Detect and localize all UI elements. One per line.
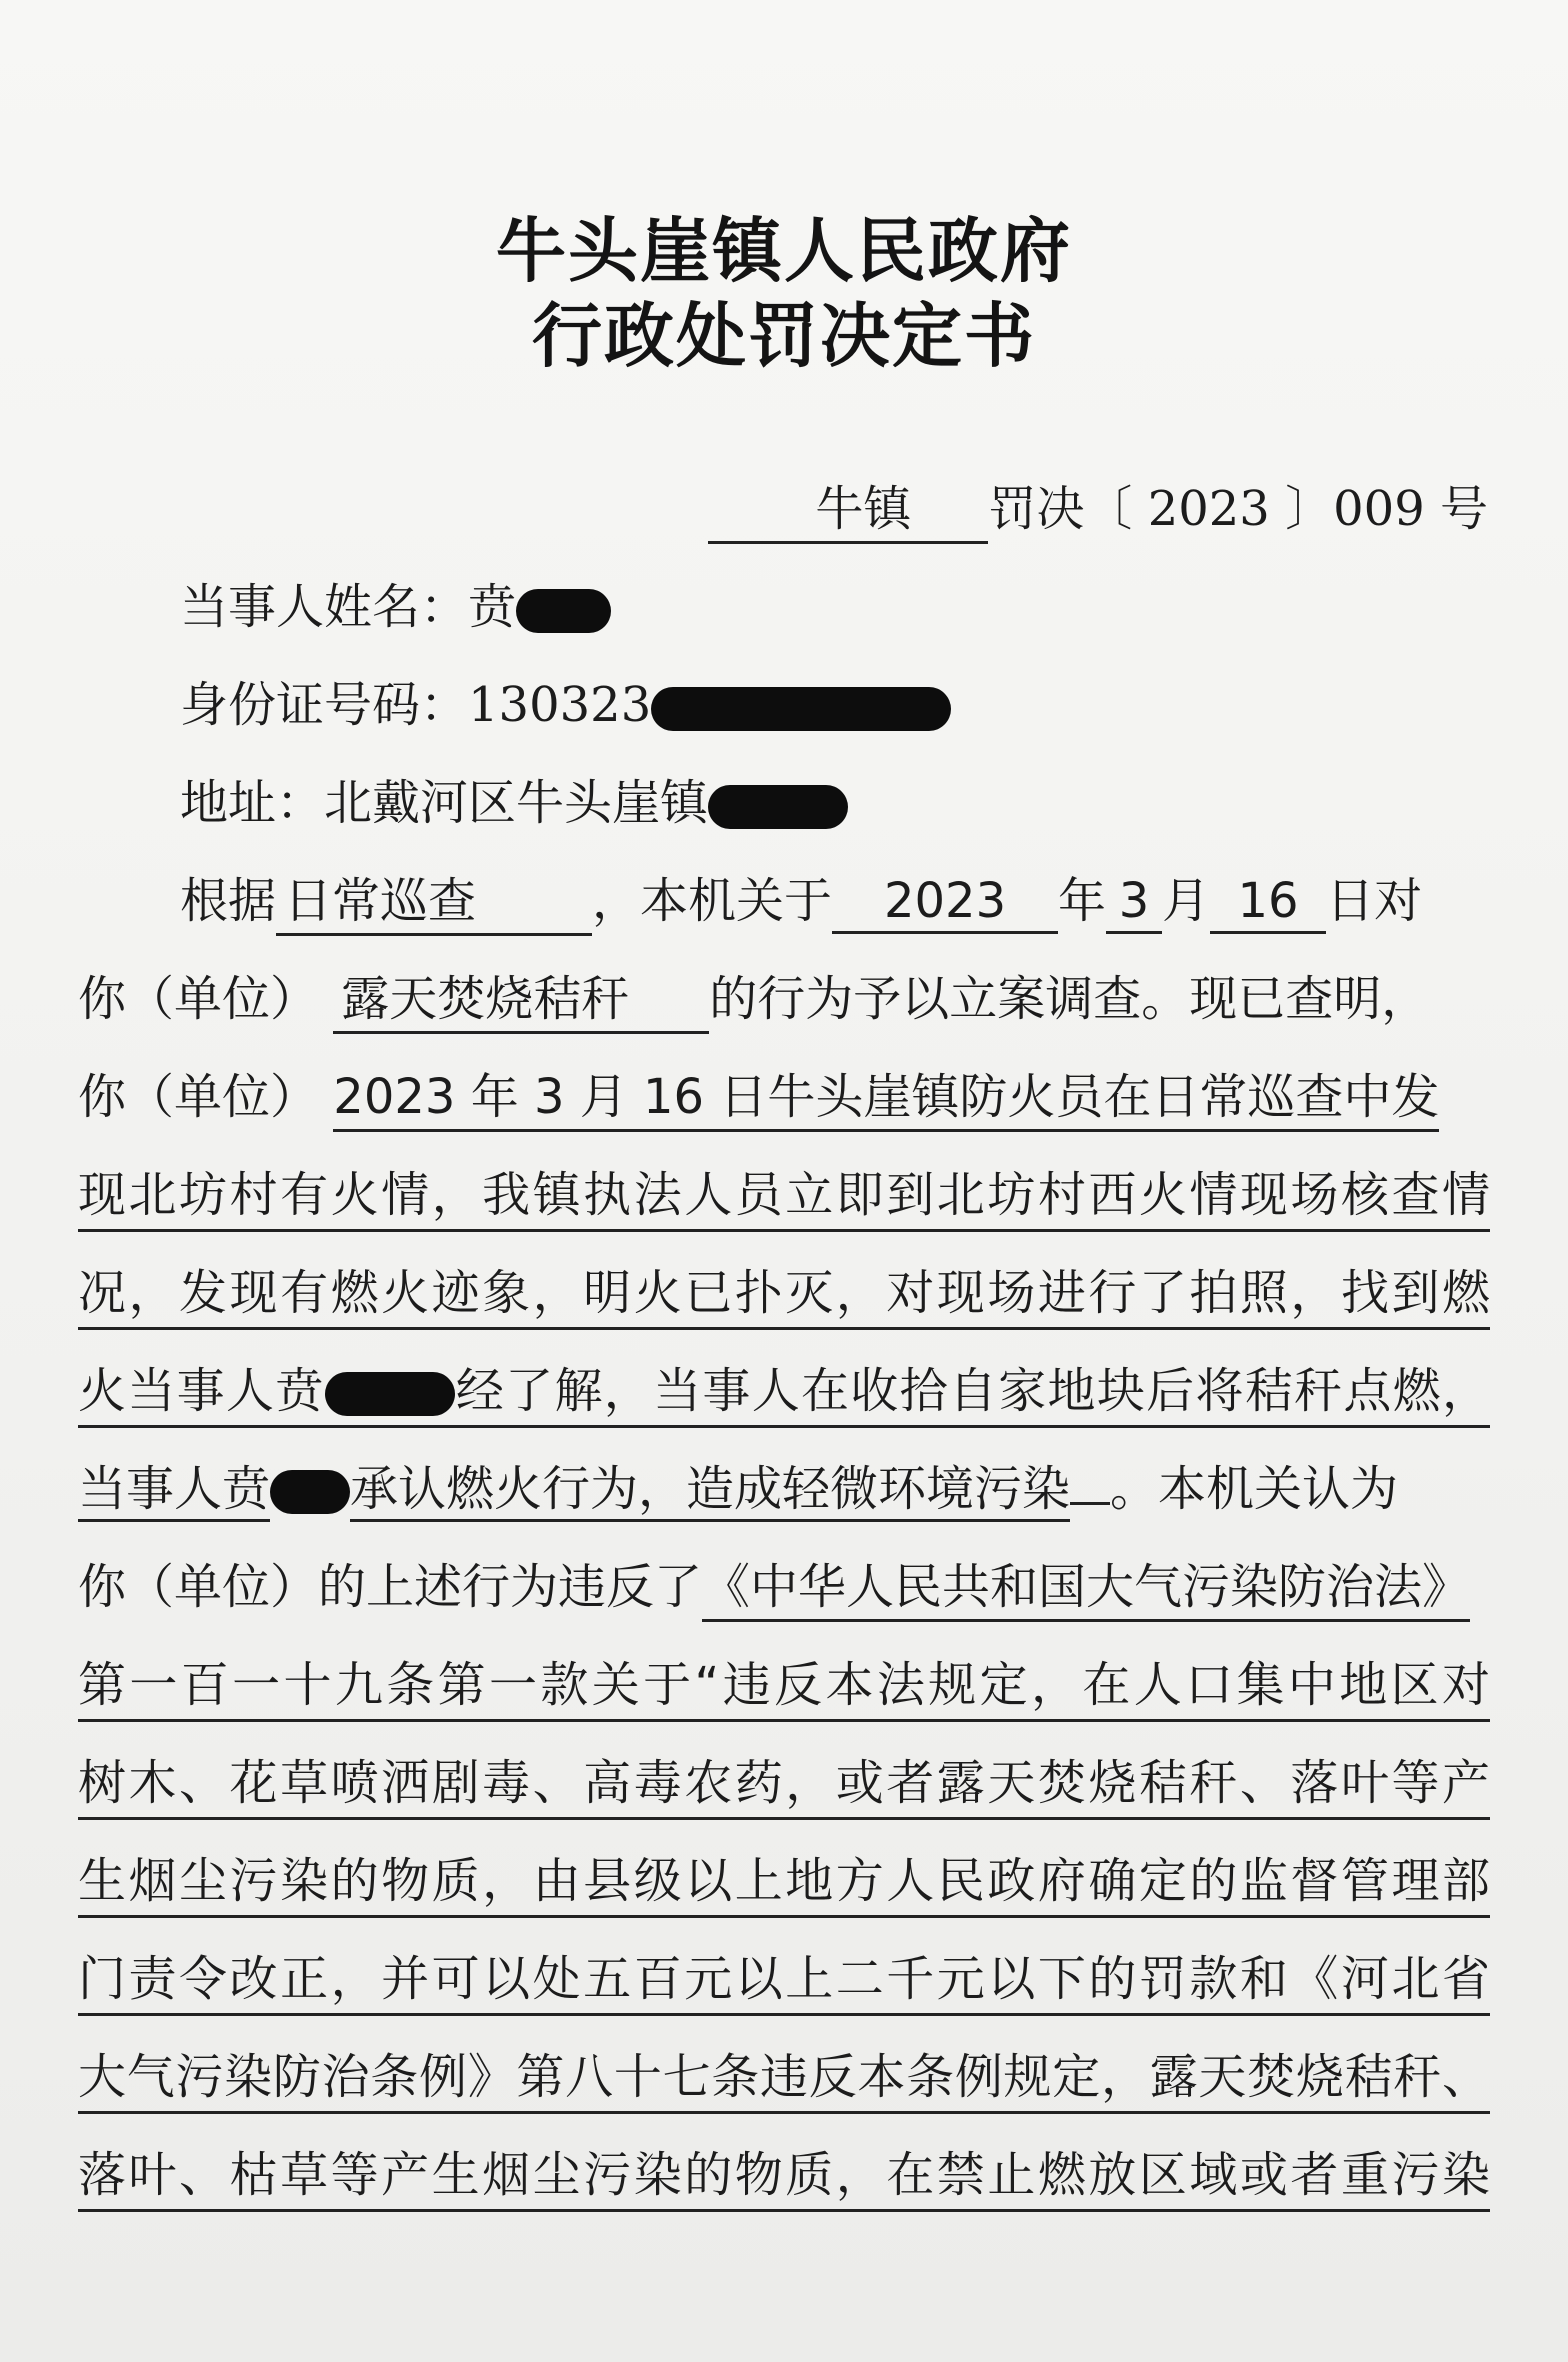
doc-number-year: 2023 <box>1147 481 1270 537</box>
redaction-mark <box>325 1372 455 1416</box>
body-line-1 <box>180 862 1490 932</box>
party-address-row <box>180 764 848 833</box>
doc-number-type: 罚决〔 <box>988 481 1133 537</box>
document-title-line1: 牛头崖镇人民政府 <box>496 210 1072 292</box>
body-line-4 <box>78 1156 1490 1226</box>
document-number <box>708 470 1488 544</box>
body-line-5 <box>78 1254 1490 1324</box>
redaction-mark <box>651 687 951 731</box>
body-line-14 <box>78 2136 1490 2206</box>
findings-text: 2023 年 3 月 16 日牛头崖镇防火员在日常巡查中发 <box>333 1058 1439 1132</box>
redaction-mark <box>516 589 611 633</box>
body-text: ，本机关于 <box>592 873 833 929</box>
party-id-value: 130323 <box>468 677 652 733</box>
body-line-7 <box>78 1450 1490 1520</box>
findings-text: 承认燃火行为，造成轻微环境污染 <box>350 1461 1070 1522</box>
body-text: 日对 <box>1326 873 1423 929</box>
party-address-value: 北戴河区牛头崖镇 <box>324 775 709 831</box>
law-citation: 门责令改正，并可以处五百元以上二千元以下的罚款和《河北省 <box>78 1940 1490 2016</box>
party-name-value: 贲 <box>468 579 517 635</box>
document-title-line2: 行政处罚决定书 <box>532 295 1036 377</box>
law-citation: 树木、花草喷洒剧毒、高毒农药，或者露天焚烧秸秆、落叶等产 <box>78 1744 1490 1820</box>
fill-day: 16 <box>1210 873 1326 934</box>
fill-act: 露天焚烧秸秆 <box>333 960 709 1034</box>
body-line-13 <box>78 2038 1490 2108</box>
findings-text: 现北坊村有火情，我镇执法人员立即到北坊村西火情现场核查情 <box>78 1156 1490 1232</box>
findings-text: 况，发现有燃火迹象，明火已扑灭，对现场进行了拍照，找到燃 <box>78 1254 1490 1330</box>
doc-number-suffix: 〕009 号 <box>1285 481 1488 537</box>
redaction-mark <box>708 785 848 829</box>
body-text: 你（单位）的上述行为违反了 <box>78 1559 703 1615</box>
body-text: 。本机关认为 <box>1110 1461 1399 1517</box>
body-line-3 <box>78 1058 1490 1128</box>
law-citation: 第一百一十九条第一款关于“违反本法规定，在人口集中地区对 <box>78 1646 1490 1722</box>
party-name-label: 当事人姓名： <box>180 579 469 635</box>
body-text: 你（单位） <box>78 1069 319 1125</box>
fill-year: 2023 <box>832 873 1058 934</box>
body-line-12 <box>78 1940 1490 2010</box>
law-citation: 大气污染防治条例》第八十七条违反本条例规定，露天焚烧秸秆、 <box>78 2038 1490 2114</box>
fill-basis: 日常巡查 <box>276 862 592 936</box>
doc-number-org: 牛镇 <box>708 470 988 544</box>
body-line-8 <box>78 1548 1490 1618</box>
findings-text: 当事人贲 <box>78 1461 270 1522</box>
party-id-row <box>180 666 951 735</box>
body-line-11 <box>78 1842 1490 1912</box>
body-text: 年 <box>1058 873 1107 929</box>
body-line-2 <box>78 960 1490 1030</box>
body-text: 根据 <box>180 873 277 929</box>
law-citation: 落叶、枯草等产生烟尘污染的物质，在禁止燃放区域或者重污染 <box>78 2136 1490 2212</box>
party-address-label: 地址： <box>180 775 325 831</box>
party-id-label: 身份证号码： <box>180 677 469 733</box>
findings-text: 火当事人贲 经了解，当事人在收拾自家地块后将秸秆点燃， <box>78 1352 1490 1428</box>
body-line-9 <box>78 1646 1490 1716</box>
law-citation: 生烟尘污染的物质，由县级以上地方人民政府确定的监督管理部 <box>78 1842 1490 1918</box>
body-text: 你（单位） <box>78 971 319 1027</box>
body-line-10 <box>78 1744 1490 1814</box>
body-text: 月 <box>1162 873 1211 929</box>
law-citation: 《中华人民共和国大气污染防治法》 <box>702 1548 1470 1622</box>
fill-month: 3 <box>1106 873 1162 934</box>
redaction-mark <box>270 1470 350 1514</box>
body-line-6 <box>78 1352 1490 1422</box>
body-text: 的行为予以立案调查。现已查明， <box>709 971 1430 1027</box>
party-name-row <box>180 568 611 637</box>
